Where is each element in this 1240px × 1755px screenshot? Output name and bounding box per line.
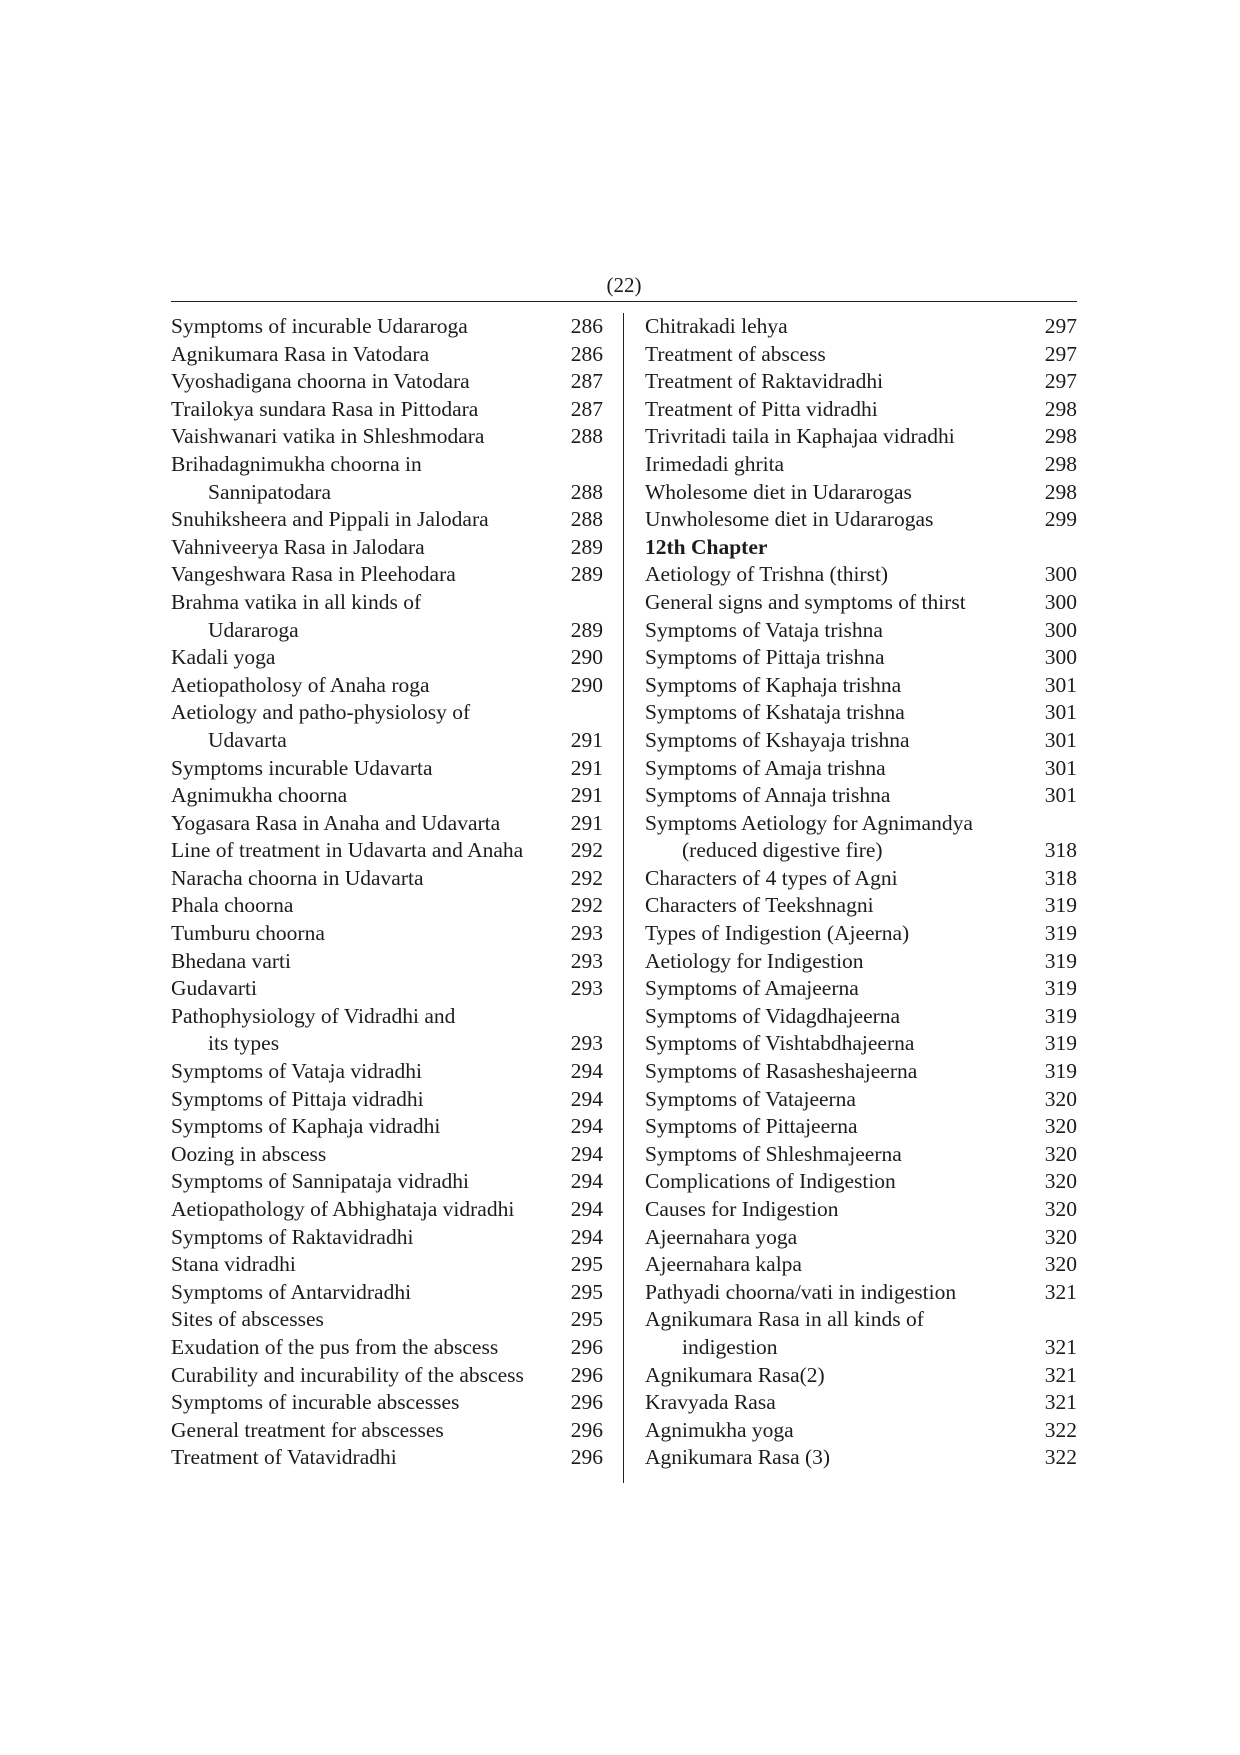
entry-page-number: 296	[570, 1390, 603, 1415]
contents-entry	[171, 1334, 603, 1362]
entry-page-number: 297	[1044, 314, 1077, 338]
entry-title: Symptoms of Vataja vidradhi	[171, 1059, 423, 1084]
contents-entry	[171, 506, 603, 534]
entry-page-number: 299	[1044, 507, 1077, 532]
entry-title: Types of Indigestion (Ajeerna)	[645, 921, 910, 946]
entry-page-number: 301	[1044, 672, 1077, 697]
entry-page-number: 301	[1044, 755, 1077, 780]
contents-entry	[171, 1444, 603, 1472]
entry-title: Vangeshwara Rasa in Pleehodara	[171, 562, 456, 587]
entry-page-number: 296	[570, 1445, 603, 1470]
entry-page-number: 321	[1044, 1279, 1077, 1304]
contents-entry	[171, 561, 603, 589]
entry-title: Brihadagnimukha choorna in	[171, 451, 422, 476]
contents-entry	[171, 699, 603, 727]
entry-title: Gudavarti	[171, 976, 257, 1001]
entry-page-number: 320	[1044, 1141, 1077, 1166]
contents-entry	[645, 672, 1077, 700]
contents-entry	[645, 1030, 1077, 1058]
contents-entry	[171, 644, 603, 672]
contents-entry	[645, 479, 1077, 507]
right-column	[624, 313, 1077, 1472]
entry-title: Naracha choorna in Udavarta	[171, 865, 424, 890]
entry-page-number: 293	[570, 921, 603, 946]
contents-entry	[171, 1224, 603, 1252]
entry-page-number	[1040, 534, 1077, 562]
entry-title: indigestion	[682, 1334, 778, 1359]
contents-entry	[171, 1141, 603, 1169]
entry-page-number: 290	[570, 672, 603, 697]
entry-page-number: 300	[1044, 645, 1077, 670]
entry-page-number: 319	[1044, 976, 1077, 1001]
entry-title: Symptoms of Rasasheshajeerna	[645, 1059, 918, 1084]
contents-entry	[645, 755, 1077, 783]
contents-entry	[171, 892, 603, 920]
contents-entry	[171, 534, 603, 562]
contents-entry	[645, 1389, 1077, 1417]
entry-title: Characters of Teekshnagni	[645, 893, 874, 918]
column-divider	[623, 313, 624, 1483]
entry-page-number: 296	[570, 1417, 603, 1442]
contents-entry	[171, 975, 603, 1003]
entry-page-number: 294	[570, 1059, 603, 1084]
entry-page-number: 320	[1044, 1114, 1077, 1139]
entry-title: Symptoms of Shleshmajeerna	[645, 1141, 902, 1166]
entry-page-number: 320	[1044, 1224, 1077, 1249]
entry-page-number: 291	[570, 783, 603, 808]
entry-title: Symptoms of Annaja trishna	[645, 783, 891, 808]
entry-title: Symptoms of Kaphaja trishna	[645, 672, 902, 697]
contents-entry	[645, 1334, 1077, 1362]
contents-entry	[171, 1168, 603, 1196]
contents-entry	[171, 1389, 603, 1417]
entry-page-number: 291	[570, 727, 603, 752]
entry-title: Treatment of Pitta vidradhi	[645, 396, 878, 421]
contents-entry	[171, 837, 603, 865]
entry-page-number: 294	[570, 1114, 603, 1139]
entry-title: Aetiology and patho-physiolosy of	[171, 700, 471, 725]
entry-page-number	[566, 699, 603, 727]
entry-page-number: 292	[570, 838, 603, 863]
entry-title: Phala choorna	[171, 893, 294, 918]
contents-entry	[171, 1279, 603, 1307]
entry-title: Stana vidradhi	[171, 1252, 296, 1277]
entry-title: Ajeernahara kalpa	[645, 1252, 802, 1277]
entry-page-number: 293	[570, 1031, 603, 1056]
contents-entry	[645, 948, 1077, 976]
entry-page-number	[1040, 810, 1077, 838]
contents-entry	[645, 1196, 1077, 1224]
entry-title: Symptoms Aetiology for Agnimandya	[645, 810, 973, 835]
entry-title: Symptoms of Kshataja trishna	[645, 700, 905, 725]
entry-title: Bhedana varti	[171, 948, 291, 973]
entry-page-number: 295	[570, 1307, 603, 1332]
entry-page-number: 322	[1044, 1445, 1077, 1470]
entry-page-number: 294	[570, 1086, 603, 1111]
entry-title: Aetiology for Indigestion	[645, 948, 864, 973]
contents-entry	[645, 810, 1077, 838]
contents-entry	[645, 423, 1077, 451]
entry-page-number: 288	[570, 479, 603, 504]
contents-entry	[645, 1417, 1077, 1445]
entry-title: Oozing in abscess	[171, 1141, 327, 1166]
contents-entry	[171, 1113, 603, 1141]
entry-title: Trivritadi taila in Kaphajaa vidradhi	[645, 424, 955, 449]
entry-page-number: 322	[1044, 1417, 1077, 1442]
entry-title: 12th Chapter	[645, 534, 768, 559]
entry-title: Udararoga	[208, 617, 299, 642]
contents-entry	[645, 313, 1077, 341]
entry-title: Curability and incurability of the abscess	[171, 1362, 524, 1387]
contents-entry	[645, 1306, 1077, 1334]
entry-title: Aetiopathology of Abhighataja vidradhi	[171, 1197, 515, 1221]
entry-title: Aetiology of Trishna (thirst)	[645, 562, 889, 587]
entry-page-number: 291	[570, 755, 603, 780]
entry-page-number: 321	[1044, 1334, 1077, 1359]
entry-page-number: 298	[1044, 479, 1077, 504]
contents-entry	[171, 1030, 603, 1058]
entry-page-number: 290	[570, 645, 603, 670]
contents-entry	[171, 782, 603, 810]
entry-title: Unwholesome diet in Udararogas	[645, 507, 934, 532]
entry-title: Treatment of Vatavidradhi	[171, 1445, 397, 1470]
entry-title: Symptoms of Raktavidradhi	[171, 1224, 414, 1249]
entry-title: Vyoshadigana choorna in Vatodara	[171, 369, 470, 394]
entry-page-number: 293	[570, 976, 603, 1001]
entry-title: Trailokya sundara Rasa in Pittodara	[171, 396, 479, 421]
entry-page-number: 319	[1044, 1031, 1077, 1056]
entry-page-number: 286	[570, 341, 603, 366]
header-rule	[171, 301, 1077, 302]
entry-page-number: 295	[570, 1279, 603, 1304]
entry-title: Line of treatment in Udavarta and Anaha	[171, 838, 524, 863]
entry-page-number: 318	[1044, 838, 1077, 863]
contents-entry	[171, 396, 603, 424]
contents-entry	[171, 341, 603, 369]
entry-title: Yogasara Rasa in Anaha and Udavarta	[171, 810, 501, 835]
entry-page-number: 289	[570, 617, 603, 642]
contents-entry	[171, 727, 603, 755]
entry-page-number: 319	[1044, 1003, 1077, 1028]
entry-page-number: 289	[570, 534, 603, 559]
entry-title: Udavarta	[208, 727, 287, 752]
contents-entry	[645, 865, 1077, 893]
contents-entry	[171, 948, 603, 976]
contents-entry	[645, 1141, 1077, 1169]
entry-title: Characters of 4 types of Agni	[645, 865, 898, 890]
contents-entry	[645, 1113, 1077, 1141]
entry-title: Sites of abscesses	[171, 1307, 324, 1332]
entry-title: Pathyadi choorna/vati in indigestion	[645, 1279, 957, 1304]
entry-title: Agnikumara Rasa in all kinds of	[645, 1307, 924, 1332]
entry-page-number: 294	[570, 1197, 603, 1221]
contents-page	[171, 271, 1077, 1472]
entry-title: Aetiopatholosy of Anaha roga	[171, 672, 430, 697]
contents-entry	[171, 672, 603, 700]
entry-title: Kadali yoga	[171, 645, 276, 670]
entry-title: Symptoms of Sannipataja vidradhi	[171, 1169, 469, 1194]
entry-title: Treatment of Raktavidradhi	[645, 369, 884, 394]
entry-page-number: 294	[570, 1169, 603, 1194]
entry-page-number: 293	[570, 948, 603, 973]
entry-title: Kravyada Rasa	[645, 1390, 776, 1415]
entry-title: Tumburu choorna	[171, 921, 325, 946]
contents-entry	[171, 1251, 603, 1279]
contents-entry	[171, 617, 603, 645]
entry-page-number: 292	[570, 865, 603, 890]
contents-entry	[645, 837, 1077, 865]
contents-entry	[645, 1058, 1077, 1086]
entry-title: Irimedadi ghrita	[645, 451, 785, 476]
contents-entry	[171, 423, 603, 451]
contents-entry	[171, 1086, 603, 1114]
entry-page-number	[566, 451, 603, 479]
entry-title: Brahma vatika in all kinds of	[171, 589, 422, 614]
entry-page-number: 301	[1044, 783, 1077, 808]
contents-entry	[645, 341, 1077, 369]
contents-entry	[645, 1224, 1077, 1252]
contents-entry	[645, 1444, 1077, 1472]
entry-page-number: 288	[570, 424, 603, 449]
entry-page-number: 301	[1044, 700, 1077, 725]
contents-entry	[171, 920, 603, 948]
entry-page-number: 300	[1044, 617, 1077, 642]
entry-page-number: 287	[570, 369, 603, 394]
entry-title: Symptoms of incurable Udararoga	[171, 314, 468, 338]
entry-page-number: 319	[1044, 893, 1077, 918]
entry-title: Treatment of abscess	[645, 341, 826, 366]
contents-entry	[645, 1086, 1077, 1114]
contents-entry	[171, 368, 603, 396]
contents-entry	[645, 892, 1077, 920]
entry-title: Agnikumara Rasa in Vatodara	[171, 341, 430, 366]
contents-entry	[171, 1306, 603, 1334]
contents-entry	[645, 920, 1077, 948]
entry-page-number: 297	[1044, 341, 1077, 366]
entry-title: Symptoms of Pittaja trishna	[645, 645, 885, 670]
entry-title: Ajeernahara yoga	[645, 1224, 798, 1249]
entry-title: Sannipatodara	[208, 479, 331, 504]
entry-title: its types	[208, 1031, 280, 1056]
entry-page-number: 320	[1044, 1086, 1077, 1111]
entry-title: Agnikumara Rasa(2)	[645, 1362, 825, 1387]
contents-entry	[645, 451, 1077, 479]
entry-page-number: 319	[1044, 1059, 1077, 1084]
entry-page-number: 298	[1044, 424, 1077, 449]
entry-title: Vahniveerya Rasa in Jalodara	[171, 534, 425, 559]
left-column	[171, 313, 624, 1472]
contents-entry	[645, 589, 1077, 617]
entry-title: Symptoms of Kshayaja trishna	[645, 727, 910, 752]
contents-entry	[645, 975, 1077, 1003]
contents-entry	[645, 1003, 1077, 1031]
entry-title: Symptoms of Vatajeerna	[645, 1086, 856, 1111]
entry-page-number: 321	[1044, 1390, 1077, 1415]
contents-entry	[645, 1168, 1077, 1196]
entry-page-number: 287	[570, 396, 603, 421]
entry-page-number: 298	[1044, 396, 1077, 421]
contents-entry	[645, 644, 1077, 672]
contents-entry	[645, 727, 1077, 755]
entry-title: Symptoms of Pittajeerna	[645, 1114, 858, 1139]
entry-title: Symptoms of Amajeerna	[645, 976, 859, 1001]
contents-entry	[171, 313, 603, 341]
chapter-heading	[645, 534, 1077, 562]
entry-page-number: 298	[1044, 451, 1077, 476]
entry-page-number: 300	[1044, 589, 1077, 614]
entry-page-number: 288	[570, 507, 603, 532]
entry-title: Symptoms of Antarvidradhi	[171, 1279, 412, 1304]
contents-entry	[645, 699, 1077, 727]
contents-entry	[171, 1058, 603, 1086]
entry-page-number: 320	[1044, 1169, 1077, 1194]
page-number: (22)	[606, 273, 642, 297]
entry-page-number: 294	[570, 1224, 603, 1249]
entry-title: Causes for Indigestion	[645, 1197, 839, 1221]
entry-title: Agnimukha choorna	[171, 783, 348, 808]
contents-entry	[645, 1251, 1077, 1279]
entry-title: Complications of Indigestion	[645, 1169, 896, 1194]
contents-entry	[645, 561, 1077, 589]
contents-entry	[645, 1279, 1077, 1307]
entry-title: Agnimukha yoga	[645, 1417, 794, 1442]
entry-page-number	[566, 1003, 603, 1031]
contents-entry	[171, 589, 603, 617]
entry-page-number: 321	[1044, 1362, 1077, 1387]
entry-page-number: 297	[1044, 369, 1077, 394]
contents-entry	[171, 451, 603, 479]
entry-page-number	[1040, 1306, 1077, 1334]
contents-entry	[171, 865, 603, 893]
entry-page-number: 292	[570, 893, 603, 918]
entry-page-number: 289	[570, 562, 603, 587]
entry-title: Wholesome diet in Udararogas	[645, 479, 912, 504]
entry-title: Pathophysiology of Vidradhi and	[171, 1003, 456, 1028]
contents-entry	[645, 1362, 1077, 1390]
contents-entry	[171, 1417, 603, 1445]
entry-title: Vaishwanari vatika in Shleshmodara	[171, 424, 485, 449]
contents-entry	[171, 810, 603, 838]
contents-entry	[171, 1362, 603, 1390]
entry-title: General signs and symptoms of thirst	[645, 589, 966, 614]
contents-entry	[645, 617, 1077, 645]
entry-page-number: 319	[1044, 948, 1077, 973]
entry-page-number	[566, 589, 603, 617]
entry-title: Snuhiksheera and Pippali in Jalodara	[171, 507, 489, 532]
contents-entry	[645, 782, 1077, 810]
contents-entry	[171, 1003, 603, 1031]
contents-entry	[645, 506, 1077, 534]
entry-title: Exudation of the pus from the abscess	[171, 1334, 499, 1359]
entry-page-number: 320	[1044, 1197, 1077, 1221]
entry-title: Symptoms of incurable abscesses	[171, 1390, 460, 1415]
entry-page-number: 286	[570, 314, 603, 338]
contents-columns	[171, 313, 1077, 1472]
entry-page-number: 294	[570, 1141, 603, 1166]
entry-title: Symptoms of Kaphaja vidradhi	[171, 1114, 441, 1139]
entry-title: Symptoms incurable Udavarta	[171, 755, 433, 780]
contents-entry	[645, 368, 1077, 396]
entry-page-number: 295	[570, 1252, 603, 1277]
entry-title: Symptoms of Vidagdhajeerna	[645, 1003, 901, 1028]
entry-title: Chitrakadi lehya	[645, 314, 788, 338]
contents-entry	[171, 1196, 603, 1224]
contents-entry	[171, 755, 603, 783]
entry-title: Symptoms of Vishtabdhajeerna	[645, 1031, 915, 1056]
entry-page-number: 300	[1044, 562, 1077, 587]
entry-title: Symptoms of Vataja trishna	[645, 617, 883, 642]
entry-page-number: 291	[570, 810, 603, 835]
entry-title: (reduced digestive fire)	[682, 838, 883, 863]
entry-page-number: 296	[570, 1334, 603, 1359]
entry-title: Symptoms of Amaja trishna	[645, 755, 886, 780]
entry-title: Symptoms of Pittaja vidradhi	[171, 1086, 424, 1111]
contents-entry	[171, 479, 603, 507]
entry-page-number: 320	[1044, 1252, 1077, 1277]
entry-page-number: 301	[1044, 727, 1077, 752]
entry-page-number: 318	[1044, 865, 1077, 890]
entry-title: General treatment for abscesses	[171, 1417, 444, 1442]
entry-page-number: 296	[570, 1362, 603, 1387]
entry-title: Agnikumara Rasa (3)	[645, 1445, 831, 1470]
contents-entry	[645, 396, 1077, 424]
entry-page-number: 319	[1044, 921, 1077, 946]
